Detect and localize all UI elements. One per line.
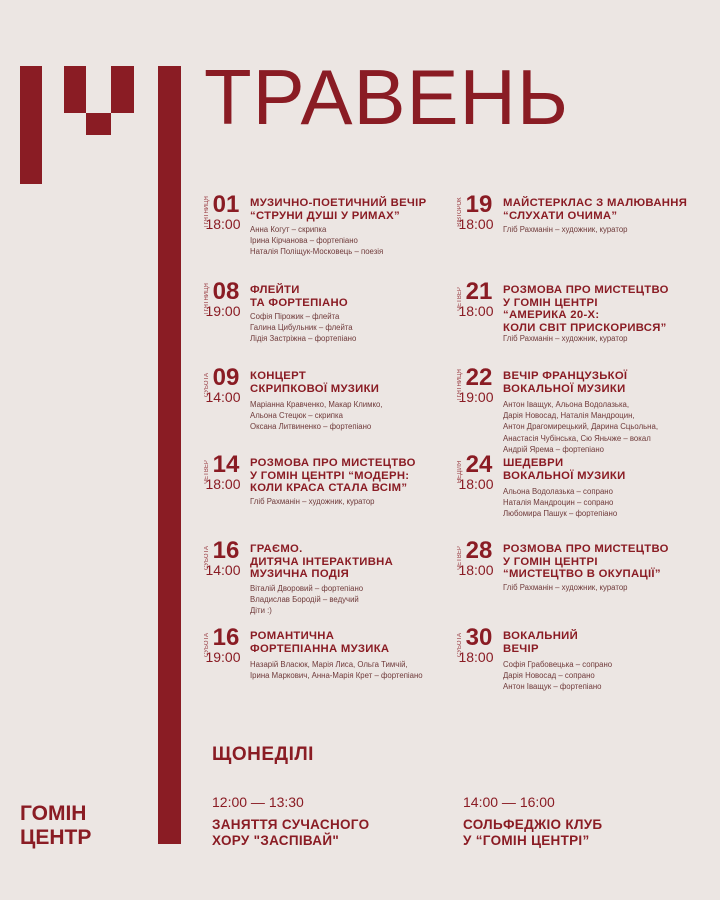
performer-line: Антон Іващук, Альона Водолазька,: [503, 400, 630, 409]
performer-line: Дарія Новосад – сопрано: [503, 671, 595, 681]
event-day: 21: [465, 278, 493, 305]
performer-line: Діти :): [250, 606, 272, 616]
performer-line: Любомира Пашук – фортепіано: [503, 509, 618, 519]
event-weekday: П'ЯТНИЦЯ: [457, 369, 463, 400]
event-day: 16: [212, 537, 240, 564]
event-weekday: ЧЕТВЕР: [457, 287, 463, 311]
event-weekday: СУБОТА: [457, 633, 463, 657]
event-performers: [503, 486, 708, 520]
event-day: 30: [465, 624, 493, 651]
event-performers: [250, 311, 455, 345]
event-time: 18:00: [205, 476, 241, 492]
event-day: 14: [212, 451, 240, 478]
event-time: 18:00: [205, 216, 241, 232]
event-weekday: ЧЕТВЕР: [204, 460, 210, 484]
event-title: МУЗИЧНО-ПОЕТИЧНИЙ ВЕЧІР “СТРУНИ ДУШІ У РИМАХ”: [250, 197, 427, 222]
event-day: 16: [212, 624, 240, 651]
weekly-title: СОЛЬФЕДЖІО КЛУБ У “ГОМІН ЦЕНТРІ”: [463, 817, 603, 848]
event-day: 19: [465, 191, 493, 218]
event-title: ВОКАЛЬНИЙ ВЕЧІР: [503, 630, 578, 655]
performer-line: Гліб Рахманін – художник, куратор: [503, 334, 628, 343]
event-time: 19:00: [458, 389, 494, 405]
performer-line: Анастасія Чубінська, Сю Яньчже – вокал: [503, 433, 651, 443]
performer-line: Гліб Рахманін – художник, куратор: [250, 497, 375, 506]
event-performers: [503, 224, 708, 235]
performer-line: Ірина Кірчанова – фортепіано: [250, 236, 358, 246]
event-title: ВЕЧІР ФРАНЦУЗЬКОЇ ВОКАЛЬНОЇ МУЗИКИ: [503, 370, 628, 395]
event-time: 19:00: [205, 303, 241, 319]
event-day: 01: [212, 191, 240, 218]
event-title: ГРАЄМО. ДИТЯЧА ІНТЕРАКТИВНА МУЗИЧНА ПОДІЯ: [250, 543, 394, 580]
performer-line: Анна Когут – скрипка: [250, 225, 327, 234]
event-performers: [250, 399, 455, 433]
performer-line: Віталій Дворовий – фортепіано: [250, 584, 364, 593]
event-title: РОМАНТИЧНА ФОРТЕПІАННА МУЗИКА: [250, 630, 390, 655]
logo-vertical-line: [158, 66, 181, 844]
performer-line: Ірина Маркович, Анна-Марія Крет – фортепіано: [250, 671, 423, 681]
weekly-heading: ЩОНЕДІЛІ: [212, 744, 314, 765]
performer-line: Андрій Ярема – фортепіано: [503, 444, 604, 454]
event-time: 19:00: [205, 649, 241, 665]
event-time: 14:00: [205, 389, 241, 405]
performer-line: Гліб Рахманін – художник, куратор: [503, 583, 628, 592]
performer-line: Назарій Власюк, Марія Лиса, Ольга Тимчій,: [250, 660, 408, 669]
event-weekday: ЧЕТВЕР: [457, 546, 463, 570]
event-performers: [503, 582, 708, 593]
event-weekday: П'ЯТНИЦЯ: [204, 283, 210, 314]
event-title: РОЗМОВА ПРО МИСТЕЦТВО У ГОМІН ЦЕНТРІ “АМЕРИКА 20-Х: КОЛИ СВІТ ПРИСКОРИВСЯ”: [503, 284, 669, 334]
performer-line: Наталія Мандроцин – сопрано: [503, 498, 614, 508]
logo-square-bottom: [86, 113, 111, 135]
event-day: 08: [212, 278, 240, 305]
event-title: РОЗМОВА ПРО МИСТЕЦТВО У ГОМІН ЦЕНТРІ “МОДЕРН: КОЛИ КРАСА СТАЛА ВСІМ”: [250, 457, 416, 494]
performer-line: Лідія Застріжна – фортепіано: [250, 334, 357, 344]
event-time: 14:00: [205, 562, 241, 578]
event-title: МАЙСТЕРКЛАС З МАЛЮВАННЯ “СЛУХАТИ ОЧИМА”: [503, 197, 688, 222]
event-weekday: СУБОТА: [204, 373, 210, 397]
logo-bar-mid: [64, 66, 86, 113]
event-weekday: П'ЯТНИЦЯ: [204, 196, 210, 227]
performer-line: Альона Стецюк – скрипка: [250, 411, 343, 421]
performer-line: Владислав Бородій – ведучий: [250, 595, 359, 605]
weekly-item-solfeggio: [463, 795, 683, 849]
performer-line: Гліб Рахманін – художник, куратор: [503, 225, 628, 234]
event-performers: [503, 659, 708, 693]
event-performers: [250, 496, 455, 507]
weekly-title: ЗАНЯТТЯ СУЧАСНОГО ХОРУ "ЗАСПІВАЙ": [212, 817, 370, 848]
logo-bar-left: [20, 66, 42, 184]
weekly-time: 12:00 — 13:30: [212, 794, 304, 810]
event-title: КОНЦЕРТ СКРИПКОВОЇ МУЗИКИ: [250, 370, 380, 395]
event-time: 18:00: [458, 216, 494, 232]
event-day: 22: [465, 364, 493, 391]
event-performers: [250, 659, 455, 681]
event-weekday: НЕДІЛЯ: [457, 460, 463, 484]
event-time: 18:00: [458, 303, 494, 319]
event-time: 18:00: [458, 562, 494, 578]
performer-line: Софія Пірожик – флейта: [250, 312, 340, 321]
event-performers: [503, 399, 708, 455]
event-weekday: ВІВТОРОК: [457, 197, 463, 227]
performer-line: Оксана Литвиненко – фортепіано: [250, 422, 372, 432]
performer-line: Антон Драгомирецький, Дарина Сцьольна,: [503, 422, 658, 432]
performer-line: Дарія Новосад, Наталія Мандроцин,: [503, 411, 635, 421]
month-title: ТРАВЕНЬ: [204, 53, 570, 141]
performer-line: Альона Водолазька – сопрано: [503, 487, 613, 496]
event-title: ШЕДЕВРИ ВОКАЛЬНОЇ МУЗИКИ: [503, 457, 626, 482]
event-weekday: СУБОТА: [204, 633, 210, 657]
event-time: 18:00: [458, 476, 494, 492]
event-day: 24: [465, 451, 493, 478]
event-performers: [250, 224, 455, 258]
event-day: 28: [465, 537, 493, 564]
performer-line: Галина Цибульник – флейта: [250, 323, 353, 333]
performer-line: Софія Грабовецька – сопрано: [503, 660, 613, 669]
performer-line: Антон Іващук – фортепіано: [503, 682, 602, 692]
logo-bar-right: [111, 66, 134, 113]
event-performers: [250, 583, 455, 617]
weekly-time: 14:00 — 16:00: [463, 794, 555, 810]
brand-name: ГОМІН ЦЕНТР: [20, 802, 92, 849]
event-time: 18:00: [458, 649, 494, 665]
event-performers: [503, 333, 708, 344]
performer-line: Наталія Поліщук-Московець – поезія: [250, 247, 384, 257]
performer-line: Маріанна Кравченко, Макар Климко,: [250, 400, 383, 409]
event-weekday: СУБОТА: [204, 546, 210, 570]
event-title: ФЛЕЙТИ ТА ФОРТЕПІАНО: [250, 284, 348, 309]
event-day: 09: [212, 364, 240, 391]
event-title: РОЗМОВА ПРО МИСТЕЦТВО У ГОМІН ЦЕНТРІ “МИСТЕЦТВО В ОКУПАЦІЇ”: [503, 543, 669, 580]
weekly-item-choir: [212, 795, 432, 849]
